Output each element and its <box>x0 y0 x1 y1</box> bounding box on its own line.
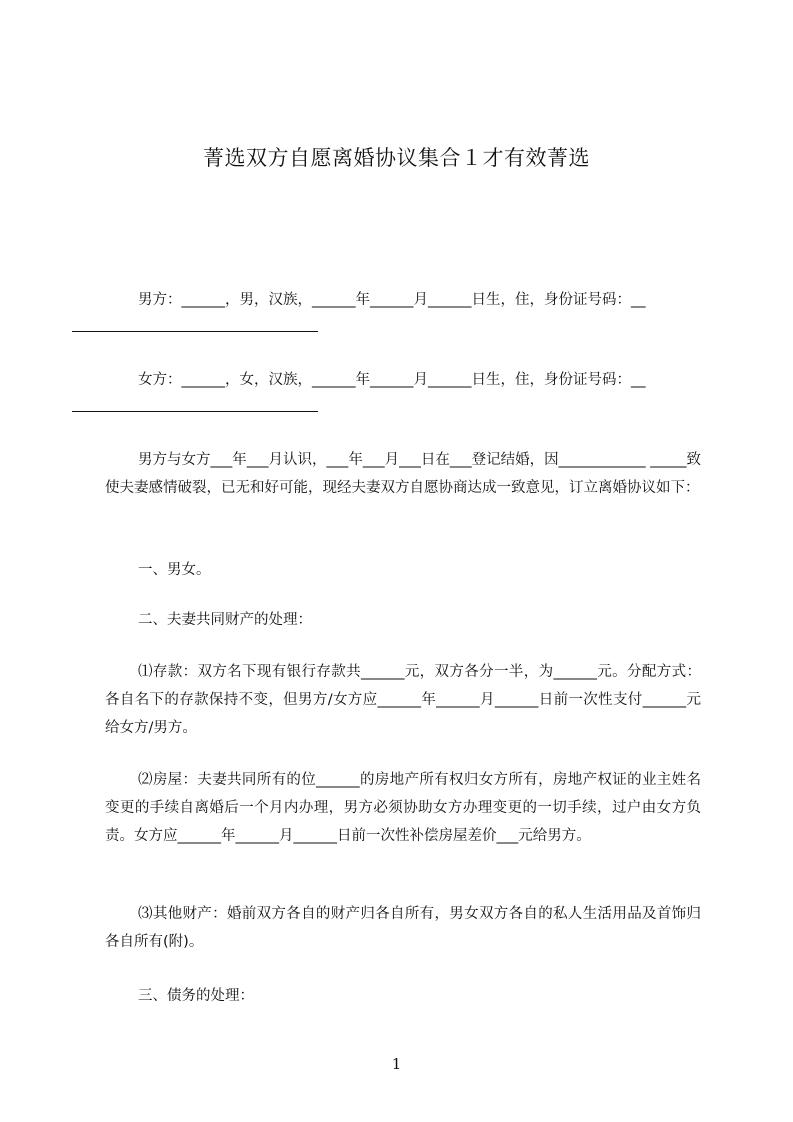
page-number: 1 <box>391 1055 402 1073</box>
clause-female-party <box>105 366 701 422</box>
clause-female-party-text: 女方：______，女，汉族，______年______月______日生，住，身份证号码：__ <box>138 372 646 388</box>
page-title: 菁选双方自愿离婚协议集合１才有效菁选 <box>203 146 590 170</box>
clause-marriage-intro: 男方与女方___年___月认识，___年___月___日在___登记结婚，因____________ _____致使夫妻感情破裂，已无和好可能，现经夫妻双方自愿协商达成一致意见，订立离婚协议如下： <box>105 452 701 496</box>
male-id-underline <box>72 314 318 332</box>
clause-three-heading: 三、债务的处理： <box>138 988 254 1004</box>
clause-other-property: ⑶其他财产：婚前双方各自的财产归各自所有，男女双方各自的私人生活用品及首饰归各自所有(附)。 <box>105 906 701 950</box>
clause-house: ⑵房屋：夫妻共同所有的位______的房地产所有权归女方所有，房地产权证的业主姓名变更的手续自离婚后一个月内办理，男方必须协助女方办理变更的一切手续，过户由女方负责。女方应______年______月______日前一次性补偿房屋差价___元给男方。 <box>105 772 701 844</box>
female-id-underline <box>72 394 318 412</box>
clause-deposit: ⑴存款：双方名下现有银行存款共______元，双方各分一半，为______元。分配方式：各自名下的存款保持不变，但男方/女方应______年______月______日前一次性支付______元给女方/男方。 <box>105 664 701 736</box>
clause-male-party <box>105 286 701 342</box>
clause-male-party-text: 男方：______，男，汉族，______年______月______日生，住，身份证号码：__ <box>138 292 646 308</box>
clause-two-heading: 二、夫妻共同财产的处理： <box>138 612 312 628</box>
clause-one-heading: 一、男女。 <box>138 562 211 578</box>
